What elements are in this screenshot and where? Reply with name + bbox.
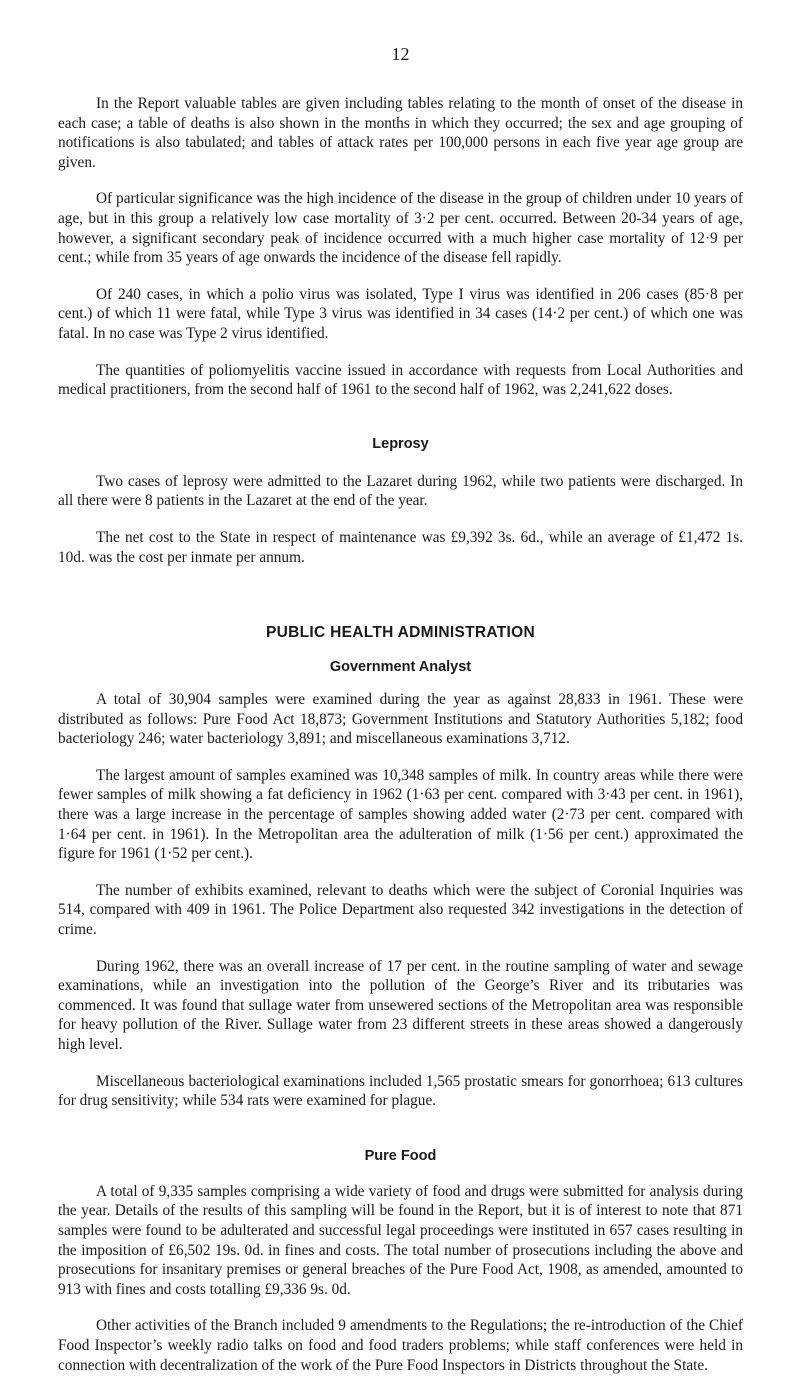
leprosy-paragraph-1: Two cases of leprosy were admitted to the Lazaret during 1962, while two patients were discharged. In all there were 8 patients in the Lazaret at the end of the year. — [58, 472, 743, 510]
page-content — [58, 94, 743, 1375]
pure-food-heading: Pure Food — [364, 1147, 437, 1164]
analyst-paragraph-4: During 1962, there was an overall increase of 17 per cent. in the routine sampling of water and sewage examinations, while an investigation into the pollution of the George’s River and its tributaries was commenced. It was found that sullage water from unsewered sections of the Metropolitan area was responsible for heavy pollution of the River. Sullage water from 23 different streets in these areas showed a dangerously high level. — [58, 957, 743, 1053]
intro-paragraph-1: In the Report valuable tables are given including tables relating to the month of onset of the disease in each case; a table of deaths is also shown in the months in which they occurred; the sex and age grouping of notifications is also tabulated; and tables of attack rates per 100,000 persons in each five year age group are given. — [58, 95, 743, 171]
analyst-paragraph-1: A total of 30,904 samples were examined during the year as against 28,833 in 1961. These were distributed as follows: Pure Food Act 18,873; Government Institutions and Statutory Authorities 5,182; food bacteriology 246; water bacteriology 3,891; and miscellaneous examinations 3,712. — [58, 691, 743, 748]
leprosy-heading: Leprosy — [372, 435, 429, 452]
analyst-paragraph-5: Miscellaneous bacteriological examinations included 1,565 prostatic smears for gonorrhoea; 613 cultures for drug sensitivity; while 534 rats were examined for plague. — [58, 1072, 743, 1110]
analyst-paragraph-2: The largest amount of samples examined was 10,348 samples of milk. In country areas while there were fewer samples of milk showing a fat deficiency in 1962 (1·63 per cent. compared with 3·43 per cent. in 1961), there was a large increase in the percentage of samples showing added water (2·73 per cent. compared with 1·64 per cent. in 1961). In the Metropolitan area the adulteration of milk (1·56 per cent.) approximated the figure for 1961 (1·52 per cent.). — [58, 766, 743, 863]
intro-paragraph-4: The quantities of poliomyelitis vaccine issued in accordance with requests from Local Authorities and medical practitioners, from the second half of 1961 to the second half of 1962, was 2,241,622 doses. — [58, 361, 743, 399]
public-health-administration-heading: PUBLIC HEALTH ADMINISTRATION — [265, 624, 535, 642]
analyst-paragraph-3: The number of exhibits examined, relevant to deaths which were the subject of Coronial Inquiries was 514, compared with 409 in 1961. The Police Department also requested 342 investigations in the detection of crime. — [58, 881, 743, 939]
pure-food-paragraph-1: A total of 9,335 samples comprising a wide variety of food and drugs were submitted for analysis during the year. Details of the results of this sampling will be found in the Report, but it is of interest to note that 871 samples were found to be adulterated and successful legal proceedings were instituted in 657 cases resulting in the imposition of £6,502 19s. 0d. in fines and costs. The total number of prosecutions including the above and prosecutions for insanitary premises or general breaches of the Pure Food Act, 1908, as amended, amounted to 913 with fines and costs totalling £9,336 9s. 0d. — [58, 1182, 743, 1298]
intro-paragraph-2: Of particular significance was the high incidence of the disease in the group of children under 10 years of age, but in this group a relatively low case mortality of 3·2 per cent. occurred. Between 20-34 years of age, however, a significant secondary peak of incidence occurred with a much higher case mortality of 12·9 per cent.; while from 35 years of age onwards the incidence of the disease fell rapidly. — [58, 190, 743, 267]
intro-paragraph-3: Of 240 cases, in which a polio virus was isolated, Type I virus was identified in 206 cases (85·8 per cent.) of which 11 were fatal, while Type 3 virus was identified in 34 cases (14·2 per cent.) of which one was fatal. In no case was Type 2 virus identified. — [58, 285, 743, 342]
government-analyst-heading: Government Analyst — [329, 659, 472, 676]
leprosy-paragraph-2: The net cost to the State in respect of maintenance was £9,392 3s. 6d., while an average of £1,472 1s. 10d. was the cost per inmate per annum. — [58, 528, 743, 566]
page-number: 12 — [391, 44, 410, 64]
pure-food-paragraph-2: Other activities of the Branch included 9 amendments to the Regulations; the re-introduction of the Chief Food Inspector’s weekly radio talks on food and food traders problems; while staff conferences were held in connection with decentralization of the work of the Pure Food Inspectors in Districts throughout the State. — [58, 1317, 743, 1374]
